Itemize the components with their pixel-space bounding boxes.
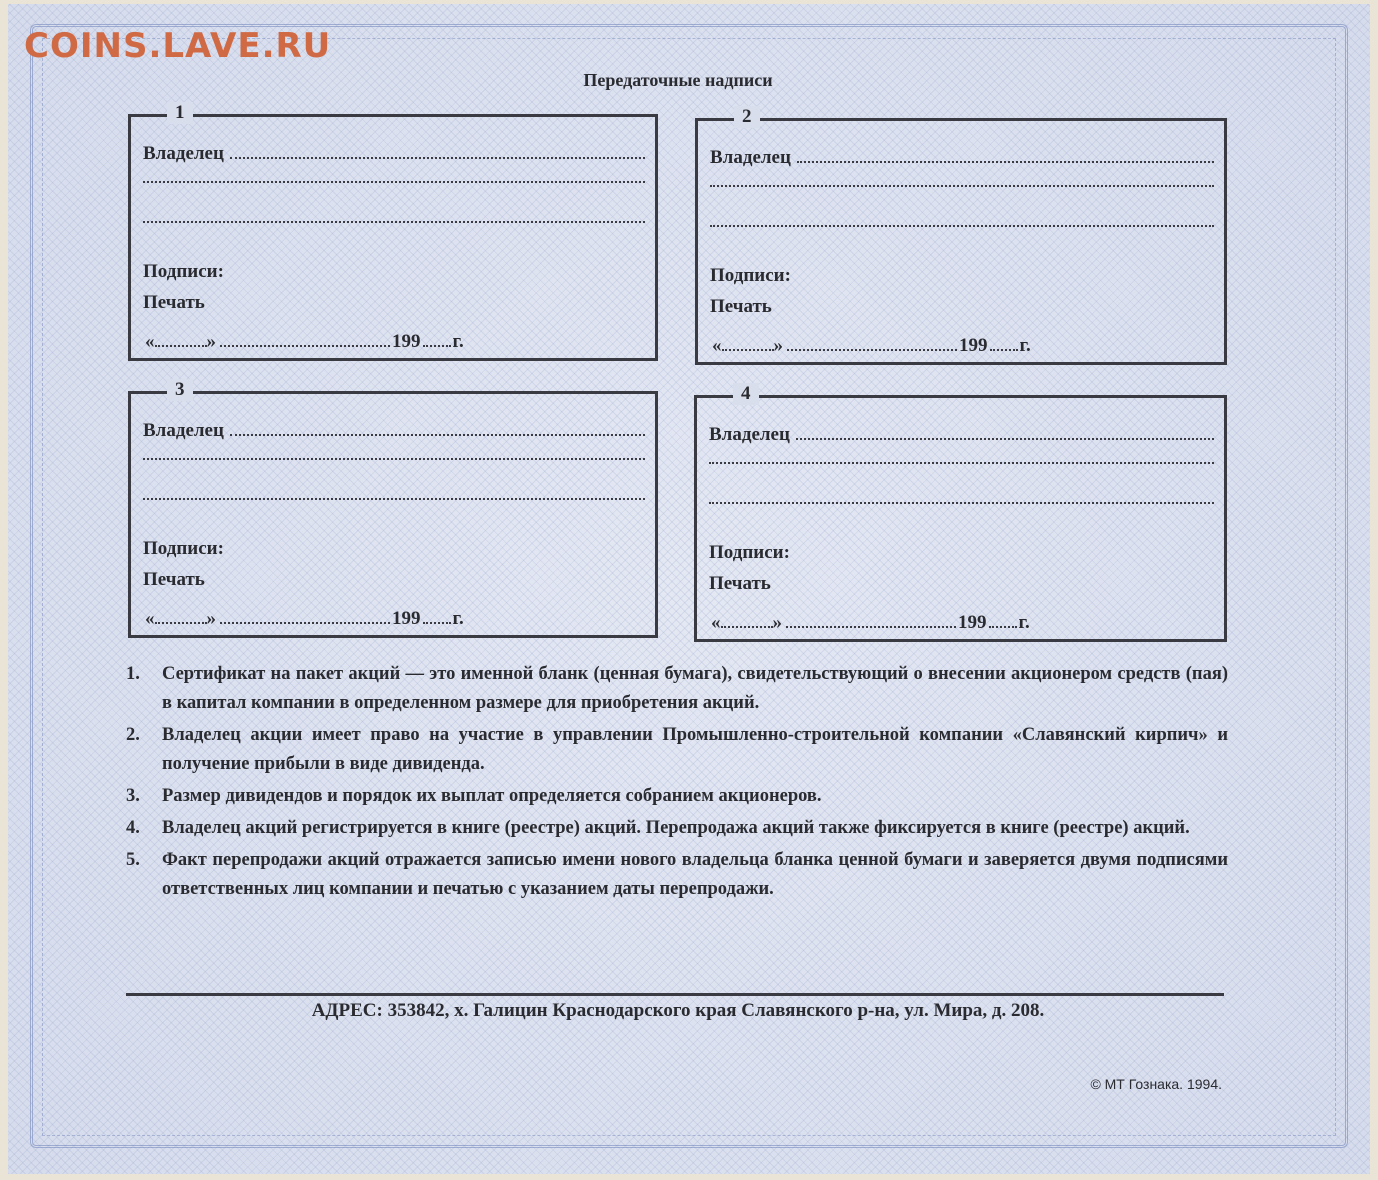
seal-label: Печать	[143, 292, 205, 313]
box-number: 1	[167, 102, 193, 124]
owner-field[interactable]	[796, 424, 1214, 440]
list-item: 2. Владелец акции имеет право на участие в управлении Промышленно-строительной компании «Славянский кирпич» и получение прибыли в виде дивиденда.	[126, 725, 1228, 774]
seal-label: Печать	[709, 573, 771, 594]
box-number: 2	[734, 106, 760, 128]
box-number: 4	[733, 383, 759, 405]
owner-field-line[interactable]	[143, 498, 645, 500]
owner-field-line[interactable]	[143, 221, 645, 223]
page-title: Передаточные надписи	[583, 70, 773, 90]
owner-field-line[interactable]	[143, 458, 645, 460]
owner-field-line[interactable]	[710, 185, 1214, 187]
list-item: 5. Факт перепродажи акций отражается записью имени нового владельца бланка ценной бумаги и заверяется двумя подписями ответственных лиц компании и печатью с указанием даты перепродажи.	[126, 850, 1228, 899]
owner-label: Владелец	[143, 420, 224, 441]
seal-label: Печать	[710, 296, 772, 317]
transfer-box-4	[694, 383, 1227, 642]
date-field[interactable]: « » 199 г.	[711, 612, 1030, 633]
owner-field-line[interactable]	[143, 181, 645, 183]
owner-label: Владелец	[709, 424, 790, 445]
transfer-box-1	[128, 102, 658, 361]
seal-label: Печать	[143, 569, 205, 590]
list-item: 4. Владелец акций регистрируется в книге (реестре) акций. Перепродажа акций также фиксируется в книге (реестре) акций.	[126, 818, 1190, 838]
transfer-box-3	[128, 379, 658, 638]
signatures-label: Подписи:	[143, 538, 224, 559]
signatures-label: Подписи:	[709, 542, 790, 563]
site-watermark: COINS.LAVE.RU	[24, 26, 332, 66]
date-field[interactable]: « » 199 г.	[145, 608, 464, 629]
owner-field-line[interactable]	[709, 462, 1214, 464]
owner-label: Владелец	[143, 143, 224, 164]
divider	[126, 993, 1224, 996]
company-address: АДРЕС: 353842, х. Галицин Краснодарского края Славянского р-на, ул. Мира, д. 208.	[311, 1000, 1045, 1021]
copyright-notice: © МТ Гознака. 1994.	[1090, 1076, 1222, 1092]
owner-field[interactable]	[797, 147, 1214, 163]
owner-field-line[interactable]	[710, 225, 1214, 227]
owner-field[interactable]	[230, 143, 645, 159]
signatures-label: Подписи:	[710, 265, 791, 286]
signatures-label: Подписи:	[143, 261, 224, 282]
owner-field-line[interactable]	[709, 502, 1214, 504]
list-item: 3. Размер дивидендов и порядок их выплат определяется собранием акционеров.	[126, 786, 822, 806]
transfer-box-2	[695, 106, 1227, 365]
owner-label: Владелец	[710, 147, 791, 168]
terms-list	[118, 660, 1228, 907]
list-item: 1. Сертификат на пакет акций — это именной бланк (ценная бумага), свидетельствующий о внесении акционером средств (пая) в капитал компании в определенном размере для приобретения акций.	[126, 664, 1228, 713]
date-field[interactable]: « » 199 г.	[712, 335, 1031, 356]
date-field[interactable]: « » 199 г.	[145, 331, 464, 352]
owner-field[interactable]	[230, 420, 645, 436]
box-number: 3	[167, 379, 193, 401]
